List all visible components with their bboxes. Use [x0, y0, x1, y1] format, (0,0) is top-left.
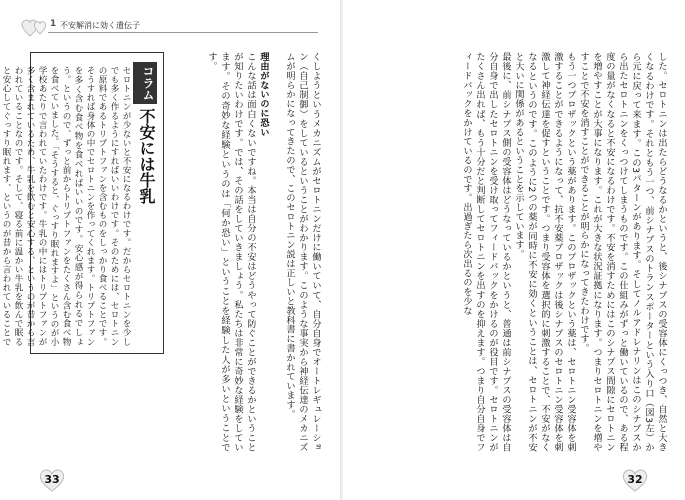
running-header	[20, 16, 320, 36]
page-number-right	[620, 468, 650, 494]
column-heading	[132, 62, 158, 204]
right-page	[343, 0, 685, 500]
left-main-paragraph-2: こんな話は面白くないですね。本当は自分の不安はどうやって防ぐことができるかということが知りたいわけです。では、その話をしていきましょう。私たちは非常に奇妙な経験をしています。その奇妙な経験というのは「何か恐い」ということを経験した人が多いということです。	[206, 52, 256, 452]
left-page	[0, 0, 341, 500]
page-number-left	[37, 468, 67, 494]
right-main-text	[358, 52, 668, 452]
page-number-32: 32	[627, 473, 643, 486]
section-title: 不安解消に効く遺伝子	[60, 21, 140, 30]
left-main-paragraph: くしようというメカニズムがセロトニンだけに働いていて、自分自身でオートレギュレーション（自己制御）をしているということがわかります。このような事実から神経伝達のメカニズムが明らかになってきたので、このセロトニン説は正しいと教科書に書かれています。	[284, 52, 321, 452]
section-number: 1	[50, 19, 57, 29]
subheading: 理由がないのに恐い	[258, 52, 269, 137]
page-number-33: 33	[44, 473, 60, 486]
right-main-paragraph-2: もう一つプロザックという薬があります。このプロザックという薬は、セロトニン受容体を刺激することができるようになって、抗不安薬プロザックは後シナプスのセロトニン受容体を刺激して神経伝達を促すということです。つまり受容体を選択的に刺激することで、不安がなくなるというのです。このように2つの薬が同時に不安に効くということは、セロトニンが不安と大いに関係があるということを示しています。	[513, 52, 576, 452]
column-tag: コラム	[133, 62, 157, 104]
right-main-paragraph-3: 最後に、前シナプス側の受容体はどうなっているかというと、普通は前シナプスの受容体は自分自身で出したセロトニンを受け取ってフィードバックをかけるのが役目です。セロトニンがたくさん出れば、もう十分だと判断してセロトニンを出すのを抑えます。つまり自分自身でフィードバックをかけているのです。出過ぎたら次出るのを少な	[461, 52, 511, 452]
column-title: 不安には牛乳	[137, 108, 156, 204]
column-text-1: セロトニンが少ないと不安になるわけです。だからセロトニンを少しでも多く作るようにすればいいわけです。そのためには、セロトニンの原料であるトリプトファンを含むものをしっかり食べることです。そうすれば身体の中でセロトニンを作ってくれます。トリプトファンを多く含む食べ物を食べればいいのです。安心感が得られるでしょう。というので、ずっと前からトリプトファンをたくさん含む食べ物を食べていました。「そうすると、ぐっすり眠れますよ」というのが小学校あたりで言われていたわけです。牛乳の中にはトリプトファンが多く含まれているため、牛乳を飲むと安心する、というのが昔から言われていることなのです。そして、寝る前に温かい牛乳を飲んで眠ると安心してぐっすり眠れます、というのが昔から言われていることで	[1, 66, 131, 346]
right-main-paragraph: した。セロトニンは出たらどうなるかというと、後シナプスの受容体にくっつき、自然と大きくなるわけです。それともう一つ、前シナプスのトランスポーターという入り口（図3左）から元に戻って来ます。この3パターンがあります。そしてノルアドレナリンはこのシナプスから出たセロトニンをくっつけてしまうものです。この仕組みがずっと働いているので、ある程度の量がなくなると不安になるわけです。不安を消すためにはこのシナプス間隙にセロトニンを増やすことが大事になります。これが大きな状況証拠になります。つまりセロトニンを増やすことで不安を消すことができることが明らかになってきたわけです。	[578, 52, 667, 452]
header-rule	[48, 32, 318, 33]
left-main-text	[172, 52, 322, 452]
